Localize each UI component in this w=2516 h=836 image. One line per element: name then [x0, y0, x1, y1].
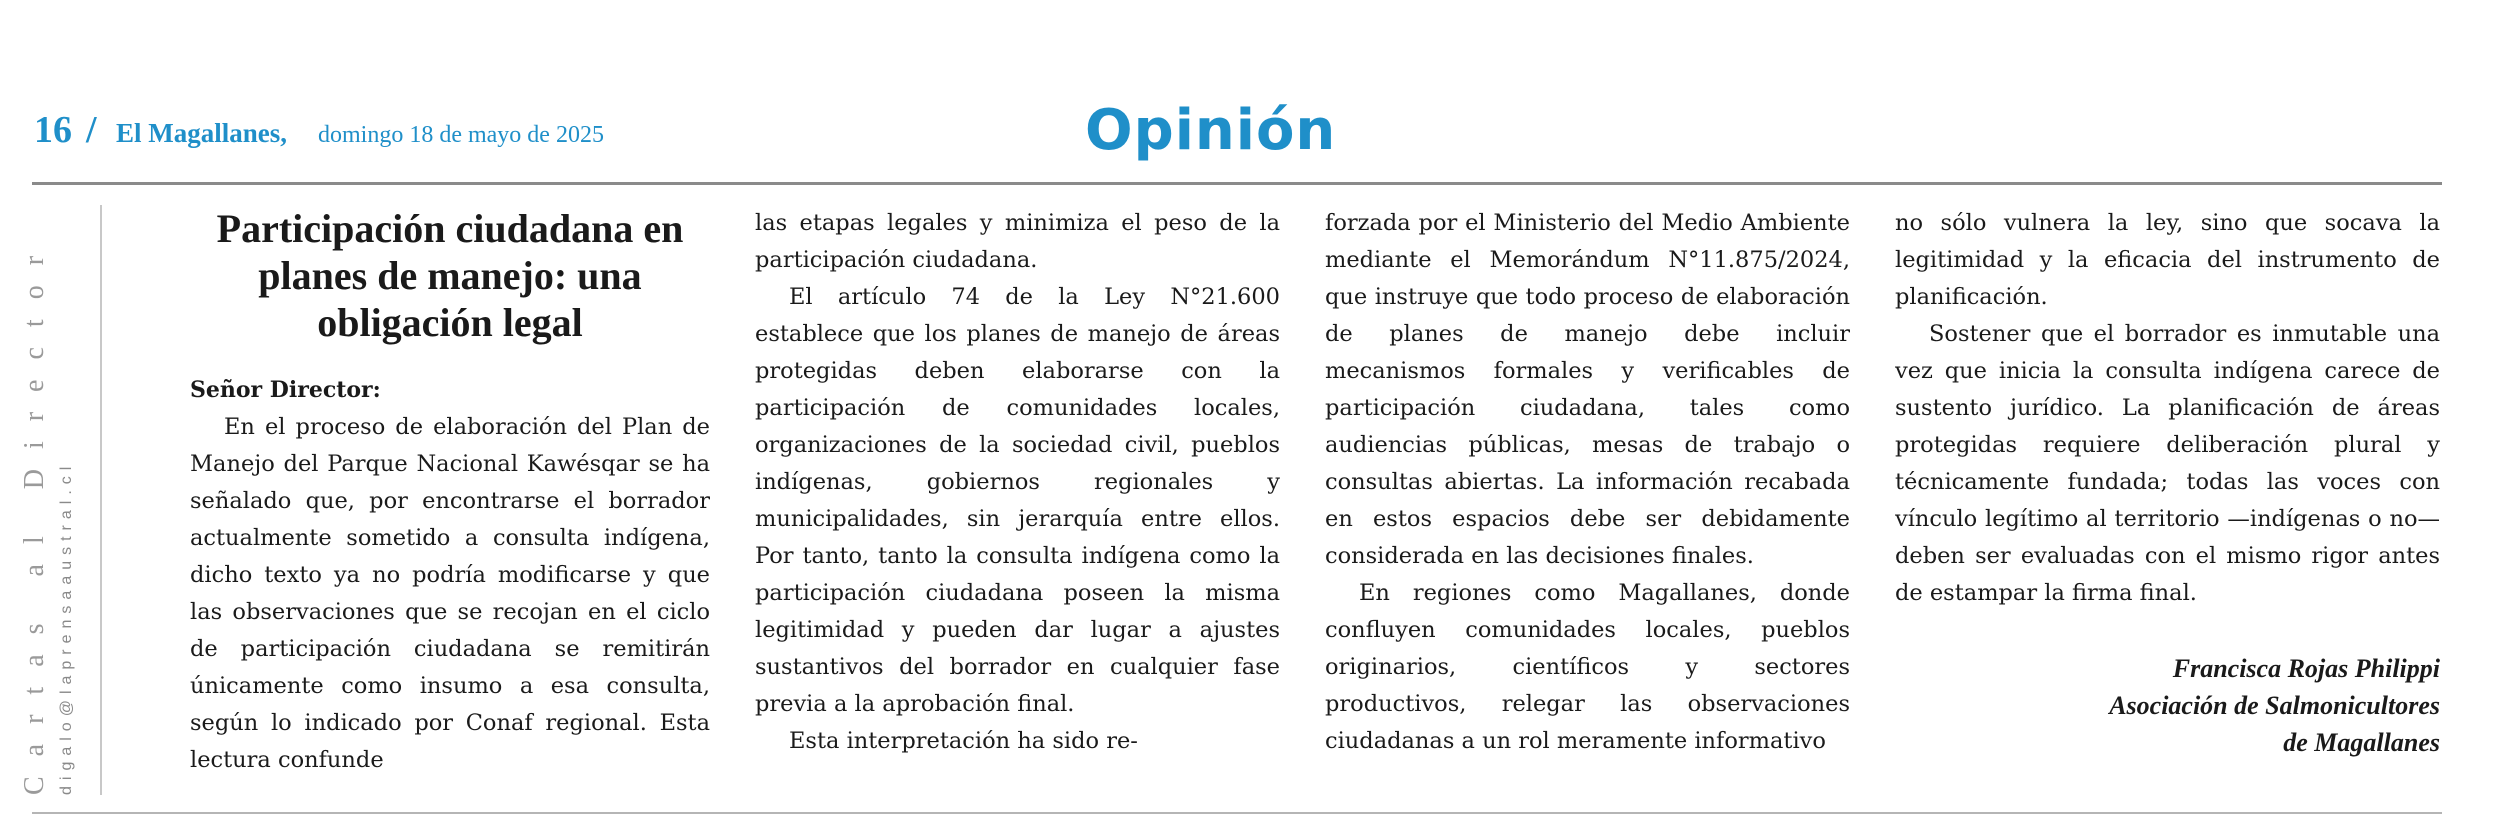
article-column-4 [1895, 205, 2440, 805]
paragraph: Sostener que el borrador es inmutable una vez que inicia la consulta indígena carece de sustento jurídico. La planificación de áreas protegidas requiere deliberación plural y técnicamente fundada; todas las voces con vínculo legítimo al territorio —indígenas o no— deben ser evaluadas con el mismo rigor antes de estampar la firma final. [1895, 321, 2440, 606]
section-title: Opinión [1085, 98, 1337, 163]
page-header [0, 0, 2516, 190]
paragraph: las etapas legales y minimiza el peso de la participación ciudadana. [755, 210, 1280, 273]
page-number: 16 [34, 109, 72, 151]
paragraph: En el proceso de elaboración del Plan de Manejo del Parque Nacional Kawésqar se ha señalado que, por encontrarse el borrador actualmente sometido a consulta indígena, dicho texto ya no podría modificarse y que las observaciones que se recojan en el ciclo de participación ciudadana se remitirán únicamente como insumo a esa consulta, según lo indicado por Conaf regional. Esta lectura confunde [190, 414, 710, 773]
newspaper-name: El Magallanes, [116, 118, 288, 148]
paragraph: Esta interpretación ha sido re- [789, 728, 1138, 754]
sidebar-email: digalo@laprensaaustral.cl [58, 460, 75, 795]
signature-block [1895, 650, 2440, 761]
sidebar-divider [100, 205, 102, 795]
article-headline: Participación ciudadana en planes de manejo: una obligación legal [216, 206, 684, 345]
article-column-2 [755, 205, 1280, 805]
salutation: Señor Director: [190, 377, 381, 403]
author-organization: Asociación de Salmonicultores [2109, 691, 2440, 720]
header-separator: / [86, 109, 97, 151]
paragraph: El artículo 74 de la Ley N°21.600 establece que los planes de manejo de áreas protegidas deben elaborarse con la participación de comunidades locales, organizaciones de la sociedad civil, pueblos indígenas, gobiernos regionales y municipalidades, sin jerarquía entre ellos. Por tanto, tanto la consulta indígena como la participación ciudadana poseen la misma legitimidad y pueden dar lugar a ajustes sustantivos del borrador en cualquier fase previa a la aprobación final. [755, 284, 1280, 717]
paragraph: no sólo vulnera la ley, sino que socava la legitimidad y la eficacia del instrumento de planificación. [1895, 210, 2440, 310]
sidebar-section-label [18, 215, 88, 795]
author-organization-cont: de Magallanes [2283, 728, 2440, 757]
paragraph: En regiones como Magallanes, donde confluyen comunidades locales, pueblos originarios, científicos y sectores productivos, relegar las observaciones ciudadanas a un rol meramente informativo [1325, 580, 1850, 754]
issue-date: domingo 18 de mayo de 2025 [318, 122, 604, 148]
sidebar-title: Cartas al Director [19, 235, 50, 795]
author-name: Francisca Rojas Philippi [2172, 654, 2440, 683]
paragraph: forzada por el Ministerio del Medio Ambiente mediante el Memorándum N°11.875/2024, que instruye que todo proceso de elaboración de planes de manejo debe incluir mecanismos formales y verificables de participación ciudadana, tales como audiencias públicas, mesas de trabajo o consultas abiertas. La información recabada en estos espacios debe ser debidamente considerada en las decisiones finales. [1325, 210, 1850, 569]
article-column-3 [1325, 205, 1850, 805]
header-rule [32, 182, 2442, 185]
article-column-1 [190, 205, 710, 805]
footer-rule [32, 812, 2442, 814]
